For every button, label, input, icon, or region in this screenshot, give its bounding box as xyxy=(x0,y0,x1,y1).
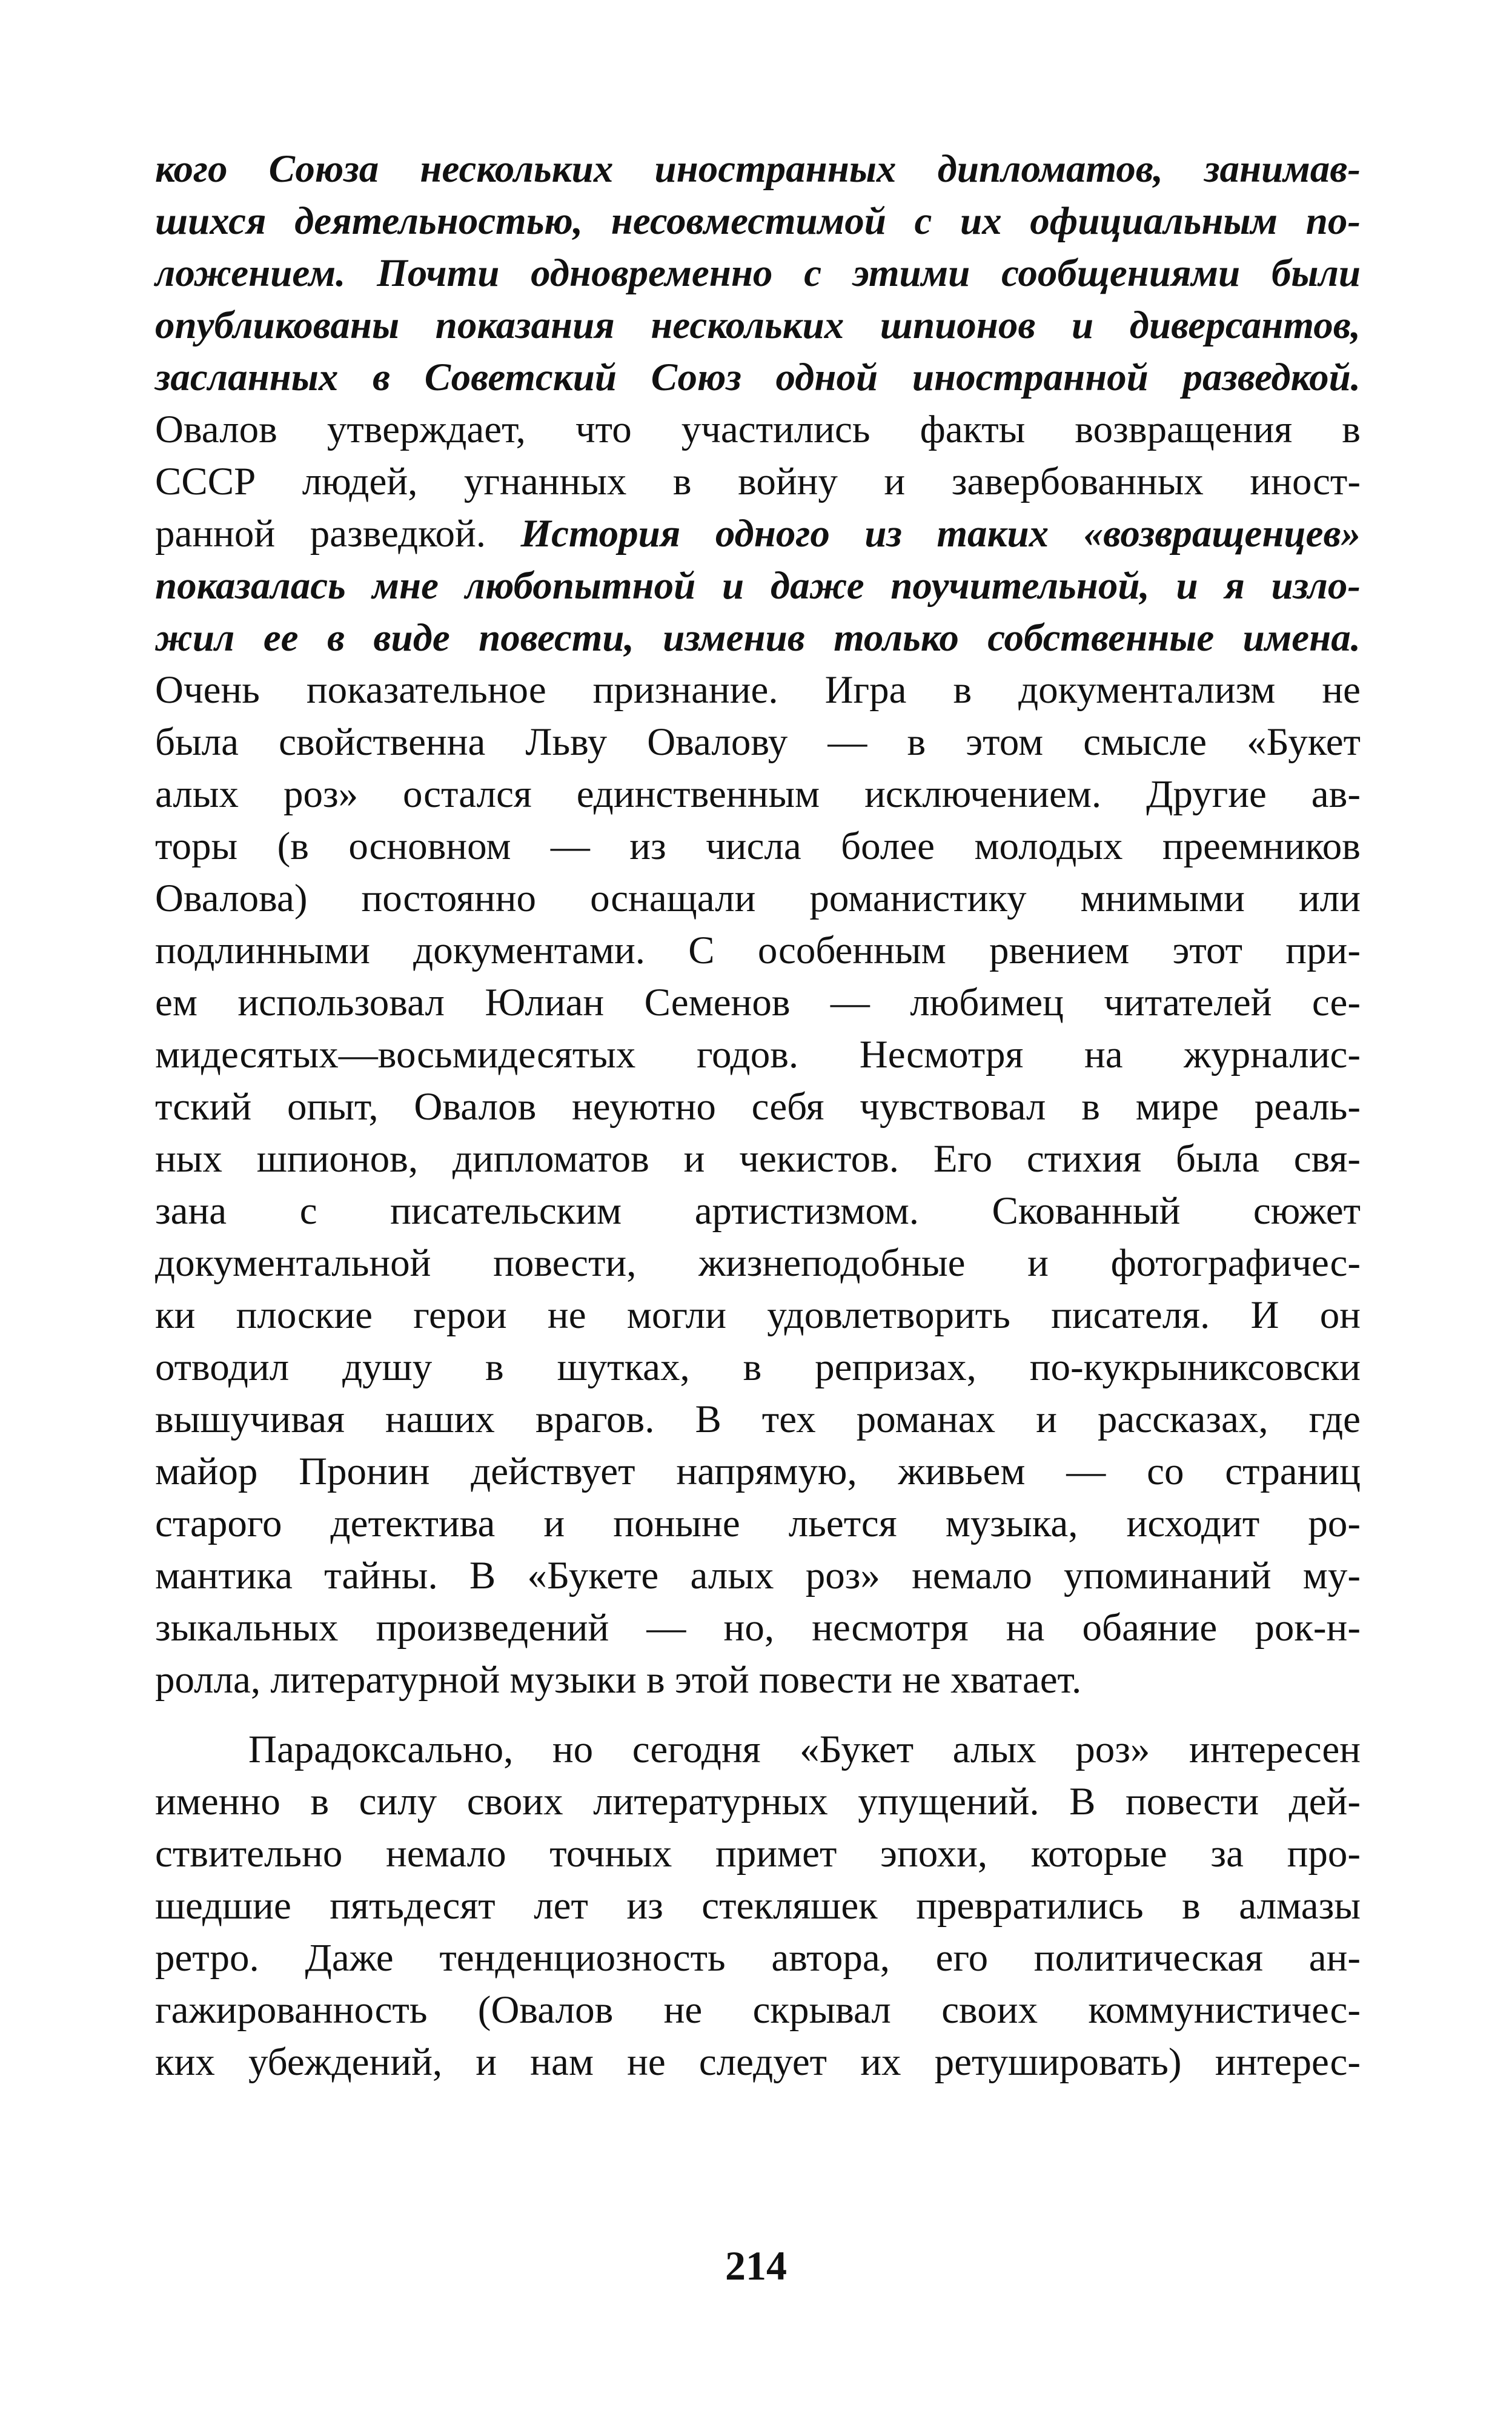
text-line: показалась мне любопытной и даже поучительной, и я изло- xyxy=(155,564,1361,608)
text-line: ем использовал Юлиан Семенов — любимец читателей се- xyxy=(155,981,1361,1024)
text-line: торы (в основном — из числа более молодых преемников xyxy=(155,824,1361,868)
page-number: 214 xyxy=(725,2243,787,2289)
text-line: Парадоксально, но сегодня «Букет алых роз» интересен xyxy=(248,1728,1361,1771)
text-line: алых роз» остался единственным исключением. Другие ав- xyxy=(155,772,1361,816)
text-line: жил ее в виде повести, изменив только собственные имена. xyxy=(155,616,1361,660)
text-line: старого детектива и поныне льется музыка, исходит ро- xyxy=(155,1502,1361,1545)
text-line: вышучивая наших врагов. В тех романах и рассказах, где xyxy=(155,1398,1361,1441)
text-line: СССР людей, угнанных в войну и завербованных иност- xyxy=(155,460,1361,503)
text-line: была свойственна Льву Овалову — в этом смысле «Букет xyxy=(155,720,1361,764)
text-line: ных шпионов, дипломатов и чекистов. Его стихия была свя- xyxy=(155,1137,1361,1181)
text-line: мантика тайны. В «Букете алых роз» немало упоминаний му- xyxy=(155,1554,1361,1597)
text-line: мидесятых—восьмидесятых годов. Несмотря на журналис- xyxy=(155,1033,1361,1076)
text-line: шихся деятельностью, несовместимой с их официальным по- xyxy=(155,199,1361,243)
text-segment: ранной разведкой. xyxy=(155,512,521,556)
text-line: зана с писательским артистизмом. Скованный сюжет xyxy=(155,1189,1361,1233)
text-line: отводил душу в шутках, в репризах, по-кукрыниксовски xyxy=(155,1345,1361,1389)
text-line: ролла, литературной музыки в этой повести не хватает. xyxy=(155,1658,1082,1702)
text-line: Овалова) постоянно оснащали романистику мнимыми или xyxy=(155,877,1361,920)
text-line: Очень показательное признание. Игра в документализм не xyxy=(155,668,1361,712)
text-line: зыкальных произведений — но, несмотря на обаяние рок-н- xyxy=(155,1606,1361,1650)
text-line: шедшие пятьдесят лет из стекляшек превратились в алмазы xyxy=(155,1884,1361,1928)
text-line: документальной повести, жизнеподобные и фотографичес- xyxy=(155,1241,1361,1285)
text-line: именно в силу своих литературных упущений. В повести дей- xyxy=(155,1780,1361,1823)
text-line: ретро. Даже тенденциозность автора, его политическая ан- xyxy=(155,1936,1361,1980)
text-line: Овалов утверждает, что участились факты возвращения в xyxy=(155,408,1361,451)
italic-text-segment: История одного из таких «возвращенцев» xyxy=(520,512,1361,556)
text-line: гажированность (Овалов не скрывал своих коммунистичес- xyxy=(155,1988,1361,2032)
text-line: кого Союза нескольких иностранных дипломатов, занимав- xyxy=(155,147,1361,191)
text-line: майор Пронин действует напрямую, живьем — со страниц xyxy=(155,1450,1361,1493)
text-line: ки плоские герои не могли удовлетворить писателя. И он xyxy=(155,1293,1361,1337)
text-line: тский опыт, Овалов неуютно себя чувствовал в мире реаль- xyxy=(155,1085,1361,1129)
text-line: ких убеждений, и нам не следует их ретушировать) интерес- xyxy=(155,2040,1361,2084)
text-line: засланных в Советский Союз одной иностранной разведкой. xyxy=(155,356,1361,399)
text-line: опубликованы показания нескольких шпионов и диверсантов, xyxy=(155,304,1361,347)
text-line: ствительно немало точных примет эпохи, которые за про- xyxy=(155,1832,1361,1876)
text-line: подлинными документами. С особенным рвением этот при- xyxy=(155,929,1361,972)
text-line: ложением. Почти одновременно с этими сообщениями были xyxy=(155,251,1361,295)
text-line xyxy=(155,508,1361,560)
